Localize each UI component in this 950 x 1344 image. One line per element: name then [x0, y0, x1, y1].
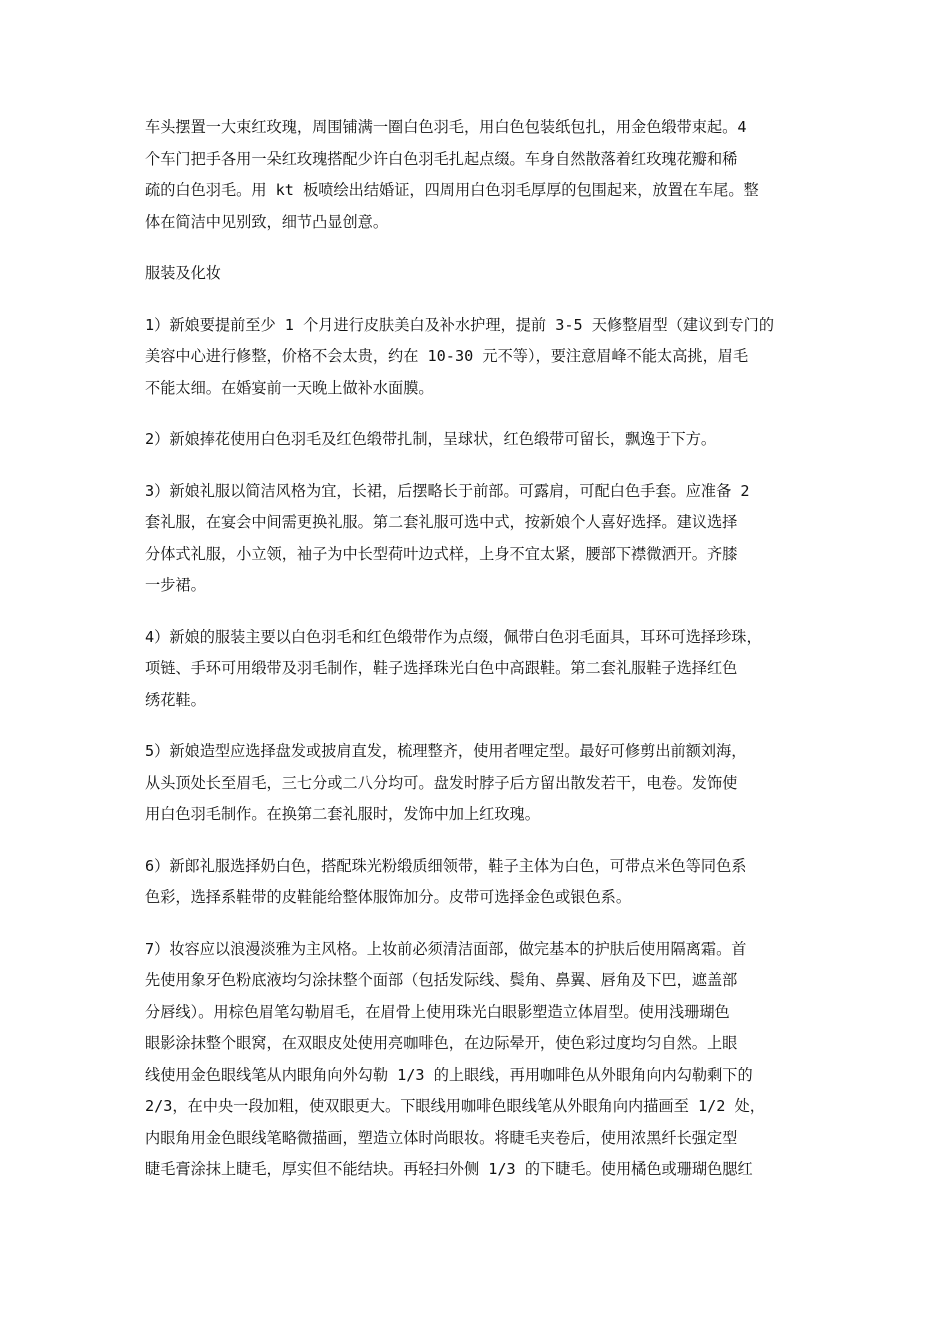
- text-line: 2/3，在中央一段加粗，使双眼更大。下眼线用咖啡色眼线笔从外眼角向内描画至 1/2 处，: [145, 1097, 765, 1115]
- text-line: 疏的白色羽毛。用 kt 板喷绘出结婚证，四周用白色羽毛厚厚的包围起来，放置在车尾。整: [145, 181, 759, 199]
- paragraph-wedding-car: [145, 112, 825, 238]
- text-line: 美容中心进行修整，价格不会太贵，约在 10-30 元不等），要注意眉峰不能太高挑，眉毛: [145, 347, 749, 365]
- text-line: 不能太细。在婚宴前一天晚上做补水面膜。: [145, 378, 434, 397]
- text-line: 一步裙。: [145, 576, 206, 594]
- text-line: 1）新娘要提前至少 1 个月进行皮肤美白及补水护理，提前 3-5 天修整眉型（建议到专门的: [145, 315, 775, 334]
- text-line: 车头摆置一大束红玫瑰，周围铺满一圈白色羽毛，用白色包装纸包扎，用金色缎带束起。4: [145, 118, 747, 136]
- text-line: 5）新娘造型应选择盘发或披肩直发，梳理整齐，使用者哩定型。最好可修剪出前额刘海，: [145, 742, 747, 760]
- paragraph-item-7: [145, 934, 825, 1186]
- text-line: 睫毛膏涂抹上睫毛，厚实但不能结块。再轻扫外侧 1/3 的下睫毛。使用橘色或珊瑚色腮红: [145, 1160, 753, 1178]
- text-line: 先使用象牙色粉底液均匀涂抹整个面部（包括发际线、鬓角、鼻翼、唇角及下巴，遮盖部: [145, 971, 738, 989]
- paragraph-item-4: [145, 622, 825, 717]
- section-heading: 服装及化妆: [145, 264, 221, 282]
- text-line: 用白色羽毛制作。在换第二套礼服时，发饰中加上红玫瑰。: [145, 805, 540, 823]
- text-line: 体在简洁中见别致，细节凸显创意。: [145, 212, 388, 231]
- text-line: 绣花鞋。: [145, 690, 206, 709]
- document-body: [145, 112, 825, 1206]
- text-line: 4）新娘的服装主要以白色羽毛和红色缎带作为点缀，佩带白色羽毛面具，耳环可选择珍珠，: [145, 627, 762, 646]
- text-line: 分唇线）。用棕色眉笔勾勒眉毛，在眉骨上使用珠光白眼影塑造立体眉型。使用浅珊瑚色: [145, 1002, 730, 1021]
- paragraph-item-3: [145, 476, 825, 602]
- text-line: 分体式礼服，小立领，袖子为中长型荷叶边式样，上身不宜太紧，腰部下襟微洒开。齐膝: [145, 544, 738, 563]
- text-line: 6）新郎礼服选择奶白色，搭配珠光粉缎质细领带，鞋子主体为白色，可带点米色等同色系: [145, 856, 747, 875]
- paragraph-item-2: [145, 424, 825, 456]
- text-line: 2）新娘捧花使用白色羽毛及红色缎带扎制，呈球状，红色缎带可留长，飘逸于下方。: [145, 430, 717, 448]
- text-line: 3）新娘礼服以简洁风格为宜，长裙，后摆略长于前部。可露肩，可配白色手套。应准备 2: [145, 481, 750, 500]
- text-line: 从头顶处长至眉毛，三七分或二八分均可。盘发时脖子后方留出散发若干，电卷。发饰使: [145, 773, 738, 792]
- paragraph-item-1: [145, 310, 825, 405]
- text-line: 7）妆容应以浪漫淡雅为主风格。上妆前必须清洁面部，做完基本的护肤后使用隔离霜。首: [145, 939, 747, 958]
- text-line: 线使用金色眼线笔从内眼角向外勾勒 1/3 的上眼线，再用咖啡色从外眼角向内勾勒剩下的: [145, 1065, 753, 1084]
- text-line: 项链、手环可用缎带及羽毛制作，鞋子选择珠光白色中高跟鞋。第二套礼服鞋子选择红色: [145, 659, 738, 677]
- paragraph-item-6: [145, 851, 825, 914]
- text-line: 个车门把手各用一朵红玫瑰搭配少许白色羽毛扎起点缀。车身自然散落着红玫瑰花瓣和稀: [145, 149, 738, 168]
- text-line: 内眼角用金色眼线笔略微描画，塑造立体时尚眼妆。将睫毛夹卷后，使用浓黑纤长强定型: [145, 1128, 738, 1147]
- text-line: 套礼服，在宴会中间需更换礼服。第二套礼服可选中式，按新娘个人喜好选择。建议选择: [145, 513, 738, 531]
- text-line: 色彩，选择系鞋带的皮鞋能给整体服饰加分。皮带可选择金色或银色系。: [145, 888, 631, 906]
- paragraph-item-5: [145, 736, 825, 831]
- text-line: 眼影涂抹整个眼窝，在双眼皮处使用亮咖啡色，在边际晕开，使色彩过度均匀自然。上眼: [145, 1034, 738, 1052]
